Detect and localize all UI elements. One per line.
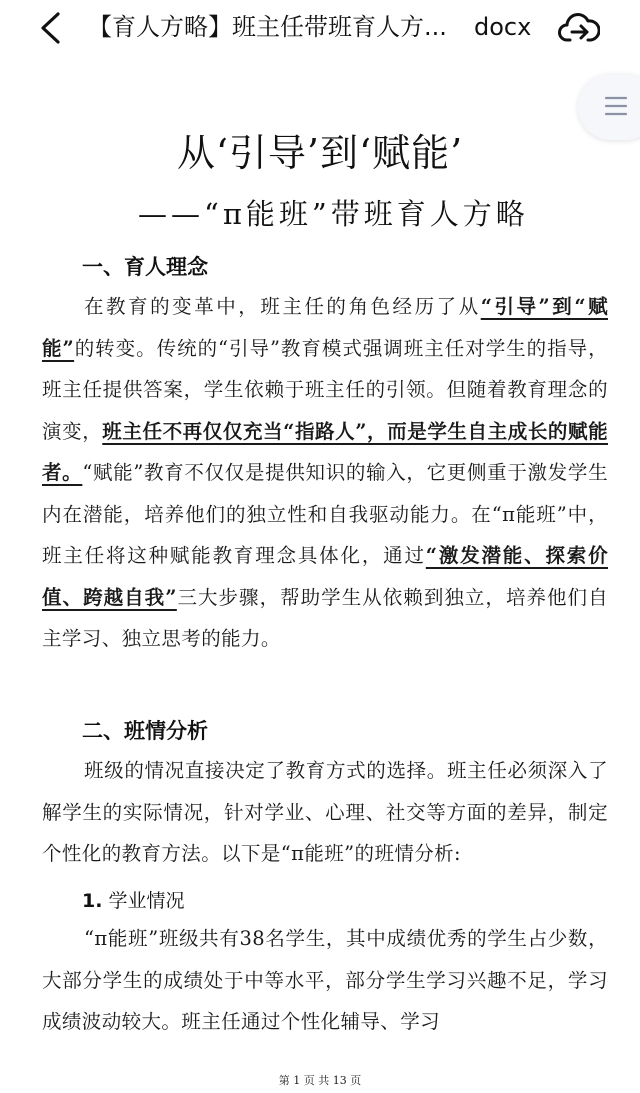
menu-icon (604, 94, 628, 118)
doc-main-title: 从‘引导’到‘赋能’ (176, 131, 464, 175)
sub-heading-academic (82, 886, 185, 916)
paragraph-academic: “π能班”班级共有38名学生，其中成绩优秀的学生占少数，大部分学生的成绩处于中等水平，部分学生学习兴趣不足，学习成绩波动较大。班主任通过个性化辅导、学习 (42, 927, 608, 1033)
sub-heading-number: 1. (82, 890, 103, 912)
section-heading-1: 一、育人理念 (82, 255, 208, 279)
top-bar (0, 0, 640, 56)
emphasis-run: 班主任不再仅仅充当“指路人”，而是学生自主成长的赋能者。 (42, 419, 608, 484)
text-run: 在教育的变革中，班主任的角色经历了从 (84, 295, 481, 318)
doc-subtitle: ——“π能班”带班育人方略 (138, 197, 529, 231)
back-button[interactable] (30, 8, 70, 48)
section-heading-2: 二、班情分析 (82, 719, 208, 743)
sub-heading-label: 学业情况 (108, 890, 185, 912)
text-run: 的转变。传统的“引导”教育模式强调班主任对学生的指导，班主任提供答案，学生依赖于班主任的引领。但随着教育理念的演变， (42, 336, 608, 443)
paragraph-philosophy (42, 286, 608, 660)
paragraph-class-analysis: 班级的情况直接决定了教育方式的选择。班主任必须深入了解学生的实际情况，针对学业、心理、社交等方面的差异，制定个性化的教育方法。以下是“π能班”的班情分析: (42, 759, 608, 865)
emphasis-run: “激发潜能、探索价值、跨越自我” (42, 544, 608, 609)
cloud-upload-button[interactable] (556, 6, 602, 50)
emphasis-run: “引导”到“赋能” (42, 295, 609, 360)
file-extension: docx (474, 13, 532, 41)
text-run: 三大步骤，帮助学生从依赖到独立，培养他们自主学习、独立思考的能力。 (42, 585, 608, 650)
cloud-upload-icon (558, 10, 600, 46)
document-title: 【育人方略】班主任带班育人方... (88, 13, 447, 41)
chevron-left-icon (38, 11, 62, 45)
text-run: “赋能”教育不仅仅是提供知识的输入，它更侧重于激发学生内在潜能，培养他们的独立性和自我驱动能力。在“π能班”中，班主任将这种赋能教育理念具体化，通过 (42, 461, 608, 567)
page-footer: 第 1 页 共 13 页 (278, 1074, 362, 1087)
